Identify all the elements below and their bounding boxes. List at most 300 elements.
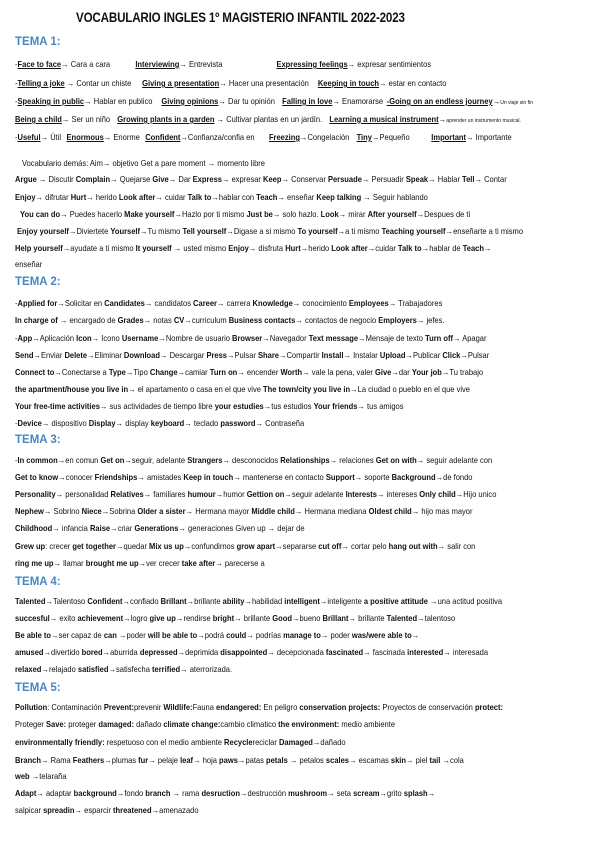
vocab-term: Interviewing [135,59,180,69]
vocab-term: hang out with [388,541,438,551]
vocab-translation: → [492,96,501,106]
vocab-translation: → [438,114,447,124]
vocab-term: will be able to [147,630,198,640]
vocab-term: Text message [308,333,359,343]
section-heading-tema-1: TEMA 1: [15,36,61,48]
vocab-term: Brillant [322,613,349,623]
vocab-translation: →satisfecha [108,664,153,674]
vocab-translation: →Sobrina [101,506,138,516]
vocab-translation: → herido [86,192,119,202]
vocab-term: Keep talking [316,192,362,202]
vocab-translation: → brillante [234,613,273,623]
vocab-term: humour [187,489,216,499]
vocab-translation: →hablar de [421,243,463,253]
vocab-term: skin [390,755,406,765]
vocab-term: Personality [15,489,56,499]
vocab-translation: → expresar [221,174,264,184]
vocab-line-12 [15,257,42,271]
vocab-translation: →Tipo [125,367,150,377]
vocab-translation: → Puedes hacerlo [60,209,125,219]
vocab-translation: → Hacer una presentación [219,78,309,88]
vocab-term: Hurt [285,243,301,253]
vocab-term: Upload [379,350,406,360]
vocab-translation: →relajado [41,664,78,674]
vocab-translation: → Seguir hablando [361,192,428,202]
vocab-translation: →Diviertete [68,226,111,236]
vocab-term: fascinated [325,647,364,657]
vocab-line-15 [15,331,487,345]
vocab-term: Speak [405,174,429,184]
vocab-term: Talk to [187,192,212,202]
vocab-translation: → rama [170,788,202,798]
vocab-term: brought me up [85,558,139,568]
vocab-translation: → cortar pelo [341,541,389,551]
vocab-term: Raise [89,523,111,533]
vocab-translation: → seta [327,788,354,798]
vocab-term: Express [192,174,222,184]
vocab-term: Nephew [15,506,44,516]
vocab-term: Help yourself [15,243,63,253]
vocab-line-10 [17,224,523,238]
vocab-translation: - [15,418,18,428]
vocab-translation: →ayudate a ti mismo [62,243,136,253]
vocab-translation: → Ser un niño [61,114,111,124]
vocab-translation: →Despues de ti [416,209,471,219]
vocab-term: Keeping in touch [317,78,380,88]
vocab-term: succesful [15,613,50,623]
vocab-term: Talented [386,613,418,623]
vocab-term: splash [403,788,428,798]
vocab-term: get together [72,541,116,551]
vocab-term: petals [266,755,288,765]
vocab-translation: Vocabulario demás: Aim→ objetivo Get a pare moment → momento libre [22,158,265,168]
vocab-translation: → relaciones [329,455,376,465]
vocab-translation: salpicar [15,805,44,815]
vocab-translation: →seguir adelante [284,489,346,499]
vocab-term: web [15,771,30,781]
vocab-term: Tiny [356,132,372,142]
vocab-translation: → intereses [376,489,420,499]
vocab-term: Device [17,418,42,428]
vocab-translation: →Pulsar [460,350,490,360]
vocab-term: Your friends [313,401,358,411]
vocab-term: Tell [462,174,475,184]
vocab-translation: →hablar con [211,192,257,202]
vocab-term: Giving opinions [161,96,219,106]
vocab-translation: → infancia [52,523,90,533]
vocab-line-24 [15,504,473,518]
vocab-translation: → parecerse a [215,558,265,568]
vocab-translation: → pelaje [148,755,181,765]
vocab-term: Enormous [66,132,104,142]
vocab-translation: →de fondo [435,472,473,482]
vocab-translation: →divertido [43,647,82,657]
vocab-line-13 [15,296,442,310]
vocab-translation: →enseñarte a ti mismo [445,226,524,236]
vocab-term: interested [407,647,444,657]
vocab-translation: → podrías [246,630,284,640]
vocab-translation: →Digase a si mismo [226,226,298,236]
vocab-term: Useful [17,132,41,142]
vocab-translation: →confundirnos [183,541,237,551]
vocab-translation: → decepcionada [267,647,326,657]
vocab-term: Get on [100,455,125,465]
vocab-translation: → esparcir [74,805,114,815]
vocab-term: Share [258,350,279,360]
vocab-translation: respetuoso con el medio ambiente [104,737,225,747]
vocab-translation: →conocer [58,472,95,482]
vocab-term: Get to know [15,472,59,482]
vocab-term: Niece [81,506,102,516]
vocab-translation: →cola [440,755,464,765]
vocab-translation: → Hablar [428,174,463,184]
vocab-term: threatened [113,805,152,815]
vocab-line-2 [15,76,446,90]
vocab-term: Enjoy yourself [17,226,69,236]
vocab-translation: prevenir [133,702,164,712]
vocab-translation: → [411,630,420,640]
vocab-term: Display [88,418,116,428]
vocab-term: satisfied [77,664,109,674]
vocab-term: Childhood [15,523,53,533]
vocab-translation: →rendirse [175,613,213,623]
vocab-term: Wildlife: [163,702,193,712]
vocab-translation: →ver crecer [138,558,182,568]
vocab-term: depressed [139,647,178,657]
vocab-line-21 [15,453,492,467]
vocab-translation: →talentoso [417,613,456,623]
vocab-translation: →Compartir [278,350,322,360]
vocab-term: ability [222,596,245,606]
vocab-term: Employers [378,315,417,325]
vocab-translation: →amenazado [151,805,199,815]
vocab-term: Argue [15,174,37,184]
vocab-translation: → contactos de negocio [295,315,379,325]
vocab-line-36 [15,753,464,767]
vocab-term: Persuade [327,174,362,184]
vocab-line-38 [15,786,435,800]
vocab-translation: → difrutar [35,192,71,202]
vocab-term: Friendships [94,472,138,482]
vocab-translation: →ser capaz de [51,630,104,640]
vocab-term: Hurt [70,192,87,202]
vocab-translation: reciclar [252,737,279,747]
vocab-term: Grades [117,315,144,325]
vocab-translation: →en comun [57,455,101,465]
vocab-translation: →seguir, adelante [124,455,188,465]
vocab-line-5 [15,130,512,144]
vocab-translation: → candidatos [144,298,194,308]
vocab-translation: →dañado [312,737,346,747]
vocab-term: Username [121,333,159,343]
vocab-translation: →plumas [104,755,139,765]
vocab-translation: →brillante [186,596,223,606]
vocab-translation: → [427,788,436,798]
vocab-term: the environment: [278,719,340,729]
vocab-term: Click [442,350,461,360]
vocab-term: Knowledge [252,298,293,308]
vocab-translation: → Contar [474,174,507,184]
vocab-term: Learning a musical instrument [329,114,439,124]
vocab-term: Pollution [15,702,48,712]
vocab-translation: → Conservar [281,174,328,184]
vocab-translation: → Contraseña [255,418,305,428]
vocab-translation: → hoja [193,755,220,765]
vocab-term: Save: [46,719,67,729]
vocab-line-4 [15,112,521,126]
vocab-term: CV [173,315,185,325]
vocab-translation: → adaptar [36,788,74,798]
vocab-line-11 [15,241,491,255]
vocab-translation: - [15,59,18,69]
vocab-translation: →dar [391,367,412,377]
vocab-line-34 [15,717,395,731]
vocab-translation: →destrucción [239,788,289,798]
vocab-line-14 [15,313,444,327]
vocab-translation: → desconocidos [222,455,281,465]
vocab-translation: →inteligente [319,596,364,606]
vocab-translation: → soporte [354,472,392,482]
vocab-term: spreadin [43,805,75,815]
vocab-term: Be able to [15,630,52,640]
vocab-line-20 [15,416,304,430]
vocab-term: tail [429,755,441,765]
vocab-translation: → Cultivar plantas en un jardín. [214,114,323,124]
vocab-translation: → petalos [287,755,326,765]
vocab-translation: →tus estudios [263,401,314,411]
vocab-term: mushroom [288,788,328,798]
vocab-term: Teaching yourself [381,226,446,236]
vocab-translation: → Discutir [36,174,76,184]
vocab-term: could [226,630,247,640]
vocab-translation: →cuidar [367,243,398,253]
vocab-line-32 [15,662,232,676]
vocab-term: You can do [20,209,61,219]
vocab-translation: → Descargar [159,350,207,360]
vocab-translation: medio ambiente [339,719,396,729]
vocab-term: Falling in love [282,96,333,106]
vocab-term: Look after [118,192,156,202]
vocab-translation: → el apartamento o casa en el que vive [128,384,264,394]
vocab-term: Generations [134,523,179,533]
vocab-translation: →humor [215,489,247,499]
vocab-term: -Going on an endless journey [386,96,493,106]
vocab-translation: →una actitud positiva [427,596,503,606]
vocab-term: intelligent [284,596,320,606]
vocab-translation: →Tu trabajo [441,367,484,377]
vocab-translation: →aburrida [102,647,140,657]
vocab-translation: →logro [123,613,150,623]
vocab-line-7 [15,172,507,186]
vocab-translation: →Aplicación [32,333,77,343]
vocab-translation: cambio climatico [220,719,279,729]
vocab-term: Your free-time activities [15,401,100,411]
vocab-term: Relationships [280,455,330,465]
vocab-term: Enjoy [228,243,249,253]
vocab-term: fur [138,755,149,765]
vocab-term: Browser [232,333,263,343]
vocab-term: can [103,630,117,640]
vocab-translation: - [15,333,18,343]
vocab-translation: → hijo mas mayor [411,506,473,516]
vocab-term: Turn on [209,367,238,377]
vocab-line-6 [22,156,265,170]
vocab-translation: →Confianza/confia en [180,132,255,142]
vocab-translation: →Eliminar [87,350,124,360]
vocab-term: Speaking in public [17,96,85,106]
vocab-translation: →Navegador [262,333,309,343]
vocab-term: Give [375,367,392,377]
vocab-term: Background [391,472,436,482]
vocab-term: Strangers [187,455,223,465]
vocab-line-29 [15,611,455,625]
vocab-translation: →telaraña [29,771,67,781]
vocab-term: Download [123,350,160,360]
vocab-translation: → expresar sentimientos [347,59,432,69]
vocab-translation: →curriculum [184,315,229,325]
vocab-translation: → Hablar en publico [84,96,153,106]
vocab-term: desruction [201,788,240,798]
vocab-translation: → Hermana mayor [185,506,252,516]
vocab-translation: →Tu mismo [140,226,183,236]
vocab-term: climate change: [163,719,221,729]
vocab-translation: → usted mismo [171,243,229,253]
vocab-translation: →Mensaje de texto [358,333,426,343]
section-heading-tema-5: TEMA 5: [15,682,61,694]
vocab-term: Confident [87,596,123,606]
vocab-term: Oldest child [368,506,412,516]
vocab-term: Relatives [110,489,144,499]
vocab-translation: → notas [143,315,174,325]
vocab-translation: - [15,78,18,88]
vocab-term: Gettion on [246,489,285,499]
vocab-term: App [17,333,33,343]
vocab-line-23 [15,487,496,501]
vocab-translation: →Enviar [33,350,65,360]
vocab-translation: → personalidad [55,489,111,499]
vocab-translation: → Sobrino [43,506,82,516]
vocab-translation: → sus actividades de tiempo libre [99,401,215,411]
vocab-translation: →Pulsar [226,350,258,360]
vocab-term: Press [206,350,227,360]
vocab-translation: → escamas [348,755,391,765]
vocab-term: Freezing [268,132,300,142]
vocab-term: achievement [77,613,124,623]
vocab-term: cut off [318,541,342,551]
vocab-term: disappointed [220,647,268,657]
vocab-translation: → Enorme [103,132,140,142]
section-heading-tema-2: TEMA 2: [15,276,61,288]
vocab-term: Interests [345,489,377,499]
vocab-term: keyboard [150,418,185,428]
vocab-term: Face to face [17,59,62,69]
vocab-translation: → mirar [338,209,368,219]
vocab-term: Turn off [425,333,453,343]
vocab-translation: Proyectos de conservación [380,702,475,712]
document-title: VOCABULARIO INGLES 1º MAGISTERIO INFANTIL 2022-2023 [76,10,405,25]
vocab-translation: - [15,132,18,142]
vocab-term: Candidates [104,298,145,308]
vocab-term: Connect to [15,367,55,377]
vocab-translation: proteger [66,719,99,729]
vocab-term: Teach [256,192,278,202]
vocab-line-26 [15,539,475,553]
vocab-term: Look after [331,243,368,253]
vocab-translation: →podrá [197,630,227,640]
vocab-translation: →bueno [291,613,323,623]
vocab-translation: → Útil [40,132,62,142]
vocab-line-18 [15,382,470,396]
vocab-translation: dañado [134,719,164,729]
vocab-term: Talk to [397,243,422,253]
vocab-term: Teach [462,243,484,253]
vocab-translation: Un viaje sin fin [500,100,533,106]
vocab-term: terrified [152,664,181,674]
section-heading-tema-4: TEMA 4: [15,576,61,588]
vocab-line-17 [15,365,483,379]
vocab-term: Branch [15,755,41,765]
vocab-term: The town/city you live in [263,384,351,394]
vocab-translation: →herido [300,243,332,253]
vocab-translation: Fauna [192,702,217,712]
vocab-translation: →habilidad [244,596,285,606]
vocab-line-27 [15,556,265,570]
vocab-term: After yourself [367,209,417,219]
vocab-term: Talented [15,596,46,606]
vocab-term: Worth [280,367,303,377]
vocab-translation: → [483,243,492,253]
vocab-translation: →Solicitar en [57,298,105,308]
vocab-translation: → encargado de [57,315,118,325]
vocab-term: bored [81,647,103,657]
vocab-translation: → aterrorizada. [180,664,233,674]
vocab-translation: → display [115,418,151,428]
vocab-translation: → generaciones Given up → dejar de [178,523,305,533]
vocab-term: Confident [145,132,181,142]
vocab-term: give up [149,613,176,623]
vocab-translation: →Publicar [405,350,443,360]
vocab-term: Delete [64,350,88,360]
vocab-translation: → familiares [143,489,188,499]
vocab-translation: →Hijo unico [455,489,497,499]
vocab-translation: aprender un instrumento musical. [446,118,521,124]
vocab-term: grow apart [236,541,276,551]
vocab-translation: →separarse [275,541,319,551]
vocab-term: Business contacts [228,315,296,325]
vocab-translation: Proteger [15,719,47,729]
vocab-line-28 [15,594,502,608]
vocab-term: Applied for [17,298,58,308]
vocab-term: In charge of [15,315,58,325]
vocab-translation: → Dar [168,174,193,184]
vocab-translation: →patas [237,755,267,765]
vocab-translation: → teclado [184,418,221,428]
vocab-translation: → Dar tu opinión [218,96,275,106]
vocab-term: damaged: [98,719,135,729]
vocab-term: Career [193,298,217,308]
vocab-translation: → solo hazlo. [272,209,321,219]
vocab-line-1 [15,57,431,71]
vocab-translation: →Hazlo por ti mismo [174,209,247,219]
vocab-term: In common [17,455,58,465]
vocab-term: Expressing feelings [276,59,348,69]
vocab-translation: → tus amigos [357,401,404,411]
vocab-translation: → seguir adelante con [416,455,493,465]
vocab-translation: →quedar [115,541,150,551]
vocab-line-39 [15,803,199,817]
vocab-translation: enseñar [15,259,43,269]
vocab-translation: → Hermana mediana [294,506,369,516]
